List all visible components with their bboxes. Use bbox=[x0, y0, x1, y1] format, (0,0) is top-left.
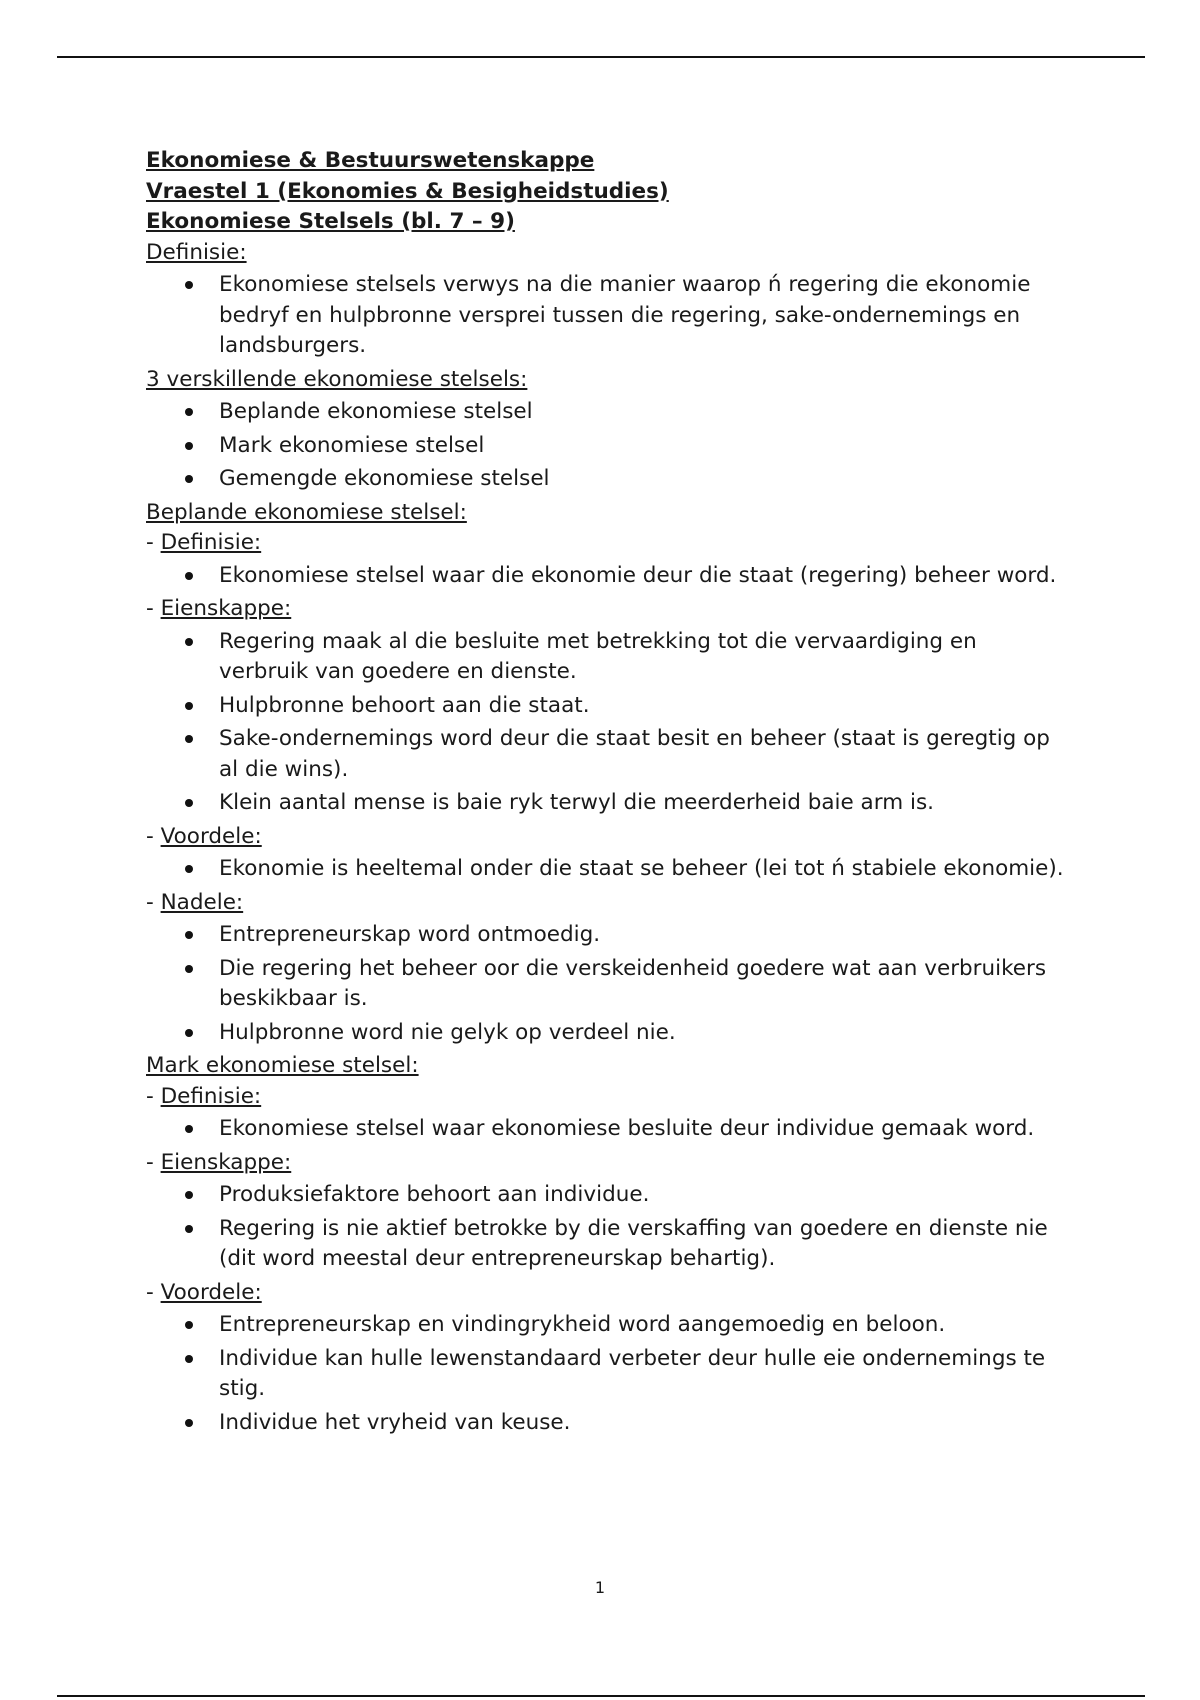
page-number: 1 bbox=[594, 1578, 606, 1597]
subject-title: Ekonomiese & Bestuurswetenskappe bbox=[146, 148, 595, 173]
footer-rule bbox=[57, 1695, 1145, 1697]
list-item: Mark ekonomiese stelsel bbox=[219, 431, 1066, 462]
list-item: Hulpbronne word nie gelyk op verdeel nie. bbox=[219, 1018, 1066, 1049]
planned-characteristics-label: - Eienskappe: bbox=[146, 596, 292, 621]
document-body bbox=[146, 146, 1066, 1441]
planned-disadvantages-list bbox=[146, 920, 1066, 1048]
list-item: Die regering het beheer oor die verskeidenheid goedere wat aan verbruikers beskikbaar is. bbox=[219, 954, 1066, 1015]
list-item: Klein aantal mense is baie ryk terwyl die meerderheid baie arm is. bbox=[219, 788, 1066, 819]
market-definition-label: - Definisie: bbox=[146, 1083, 262, 1109]
list-item: Produksiefaktore behoort aan individue. bbox=[219, 1180, 1066, 1211]
systems-heading: 3 verskillende ekonomiese stelsels: bbox=[146, 366, 528, 392]
market-advantages-label: - Voordele: bbox=[146, 1279, 262, 1305]
planned-advantages-label: - Voordele: bbox=[146, 823, 262, 849]
planned-characteristics-list bbox=[146, 627, 1066, 819]
list-item: Regering is nie aktief betrokke by die verskaffing van goedere en dienste nie (dit word meestal deur entrepreneurskap behartig). bbox=[219, 1214, 1066, 1275]
list-item: Individue kan hulle lewenstandaard verbeter deur hulle eie ondernemings te stig. bbox=[219, 1344, 1066, 1405]
header-rule bbox=[57, 56, 1145, 58]
market-characteristics-list bbox=[146, 1180, 1066, 1275]
topic-title: Ekonomiese Stelsels (bl. 7 – 9) bbox=[146, 209, 515, 234]
list-item: Entrepreneurskap word ontmoedig. bbox=[219, 920, 1066, 951]
list-item: Beplande ekonomiese stelsel bbox=[219, 397, 1066, 428]
definition-list bbox=[146, 270, 1066, 362]
list-item: Ekonomie is heeltemal onder die staat se beheer (lei tot ń stabiele ekonomie). bbox=[219, 854, 1066, 885]
list-item: Individue het vryheid van keuse. bbox=[219, 1408, 1066, 1439]
paper-title: Vraestel 1 (Ekonomies & Besigheidstudies) bbox=[146, 178, 669, 204]
list-item: Ekonomiese stelsel waar ekonomiese besluite deur individue gemaak word. bbox=[219, 1114, 1066, 1145]
planned-definition-list bbox=[146, 561, 1066, 592]
list-item: Hulpbronne behoort aan die staat. bbox=[219, 691, 1066, 722]
planned-definition-label: - Definisie: bbox=[146, 530, 262, 555]
planned-disadvantages-label: - Nadele: bbox=[146, 889, 244, 915]
definition-heading: Definisie: bbox=[146, 239, 247, 265]
market-characteristics-label: - Eienskappe: bbox=[146, 1149, 292, 1175]
list-item: Ekonomiese stelsels verwys na die manier waarop ń regering die ekonomie bedryf en hulpbronne versprei tussen die regering, sake-ondernemings en landsburgers. bbox=[219, 270, 1066, 362]
list-item: Gemengde ekonomiese stelsel bbox=[219, 464, 1066, 495]
list-item: Ekonomiese stelsel waar die ekonomie deur die staat (regering) beheer word. bbox=[219, 561, 1066, 592]
planned-heading: Beplande ekonomiese stelsel: bbox=[146, 499, 467, 525]
title-block bbox=[146, 146, 1066, 238]
planned-advantages-list bbox=[146, 854, 1066, 885]
market-advantages-list bbox=[146, 1310, 1066, 1438]
market-definition-list bbox=[146, 1114, 1066, 1145]
market-heading: Mark ekonomiese stelsel: bbox=[146, 1053, 419, 1078]
systems-list bbox=[146, 397, 1066, 495]
list-item: Regering maak al die besluite met betrekking tot die vervaardiging en verbruik van goedere en dienste. bbox=[219, 627, 1066, 688]
list-item: Sake-ondernemings word deur die staat besit en beheer (staat is geregtig op al die wins). bbox=[219, 724, 1066, 785]
list-item: Entrepreneurskap en vindingrykheid word aangemoedig en beloon. bbox=[219, 1310, 1066, 1341]
